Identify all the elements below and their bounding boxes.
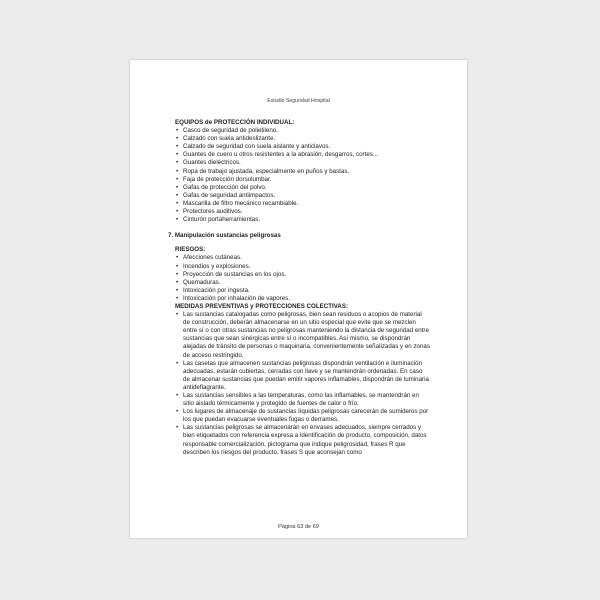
document-page [130, 60, 467, 538]
list-item: • Cinturón portaherramientas. [175, 216, 430, 224]
list-item: • Proyección de sustancias en los ojos. [175, 271, 430, 279]
list-item: • Las sustancias peligrosas se almacenarán en envases adecuados, siempre cerrados y bien etiquetados con referencia expresa a identificación de producto, composición, datos responsable comercialización, pictograma que indique peligrosidad, frases R que describen los riesgos del producto, frases S que aconsejan como [175, 424, 430, 456]
list-item: • Guantes dieléctricos. [175, 159, 430, 167]
list-item: • Gafas de protección del polvo. [175, 184, 430, 192]
section-title: 7. Manipulación sustancias peligrosas [168, 232, 281, 240]
list-item: • Calzado de seguridad con suela aislante y anticlavos. [175, 143, 430, 151]
list-item: • Las sustancias catalogadas como peligrosas, bien sean residuos o acopios de material de construcción, deberán almacenarse en un sitio especial que evite que se mezclen entre sí o con otras sustancias no peligrosas manteniendo la distancia de seguridad entre sustancias que sean sinérgicas entre sí o incompatibles. Así mismo, se dispondrán alejadas de tránsito de personas o maquinaria, convenientemente señalizadas y en zonas de acceso restringido. [175, 311, 430, 360]
riesgos-list [175, 254, 430, 303]
list-item: • Mascarilla de filtro mecánico recambiable. [175, 200, 430, 208]
list-item: • Intoxicación por ingesta. [175, 287, 430, 295]
list-item: • Ropa de trabajo ajustada, especialmente en puños y bastas. [175, 168, 430, 176]
medidas-heading: MEDIDAS PREVENTIVAS y PROTECCIONES COLECTIVAS: [175, 302, 349, 310]
list-item: • Gafas de seguridad antiimpactos. [175, 192, 430, 200]
list-item: • Las sustancias sensibles a las temperaturas, como las inflamables, se mantendrán en sitio aislado térmicamente y protegido de fuentes de calor o frío. [175, 392, 430, 408]
page-header: Estudio Seguridad Hospital [267, 98, 330, 104]
page-footer: Página 63 de 69 [278, 524, 319, 530]
list-item: • Incendios y explosiones. [175, 263, 430, 271]
list-item: • Faja de protección dorsolumbar. [175, 176, 430, 184]
list-item: • Intoxicación por inhalación de vapores. [175, 295, 430, 303]
list-item: • Las casetas que almacenen sustancias peligrosas dispondrán ventilación e iluminación adecuadas, estarán cubiertas, cerradas con llave y se mantendrán ordenadas. En caso de almacenar sustancias que puedan emitir vapores inflamables, dispondrán de luminaria antideflagrante. [175, 360, 430, 392]
list-item: • Quemaduras. [175, 279, 430, 287]
riesgos-heading: RIESGOS: [175, 246, 206, 254]
list-item: • Afecciones cutáneas. [175, 254, 430, 262]
list-item: • Guantes de cuero u otros resistentes a la abrasión, desgarros, cortes... [175, 151, 430, 159]
epi-list [175, 127, 430, 224]
list-item: • Los lugares de almacenaje de sustancias líquidas peligrosas carecerán de sumideros por los que puedan evacuarse eventuales fugas o derrames. [175, 408, 430, 424]
epi-heading: EQUIPOS de PROTECCIÓN INDIVIDUAL: [175, 119, 295, 126]
list-item: • Calzado con suela antideslizante. [175, 135, 430, 143]
list-item: • Casco de seguridad de polietileno. [175, 127, 430, 135]
list-item: • Protectores auditivos. [175, 208, 430, 216]
page-content [168, 119, 430, 457]
medidas-list [175, 311, 430, 457]
